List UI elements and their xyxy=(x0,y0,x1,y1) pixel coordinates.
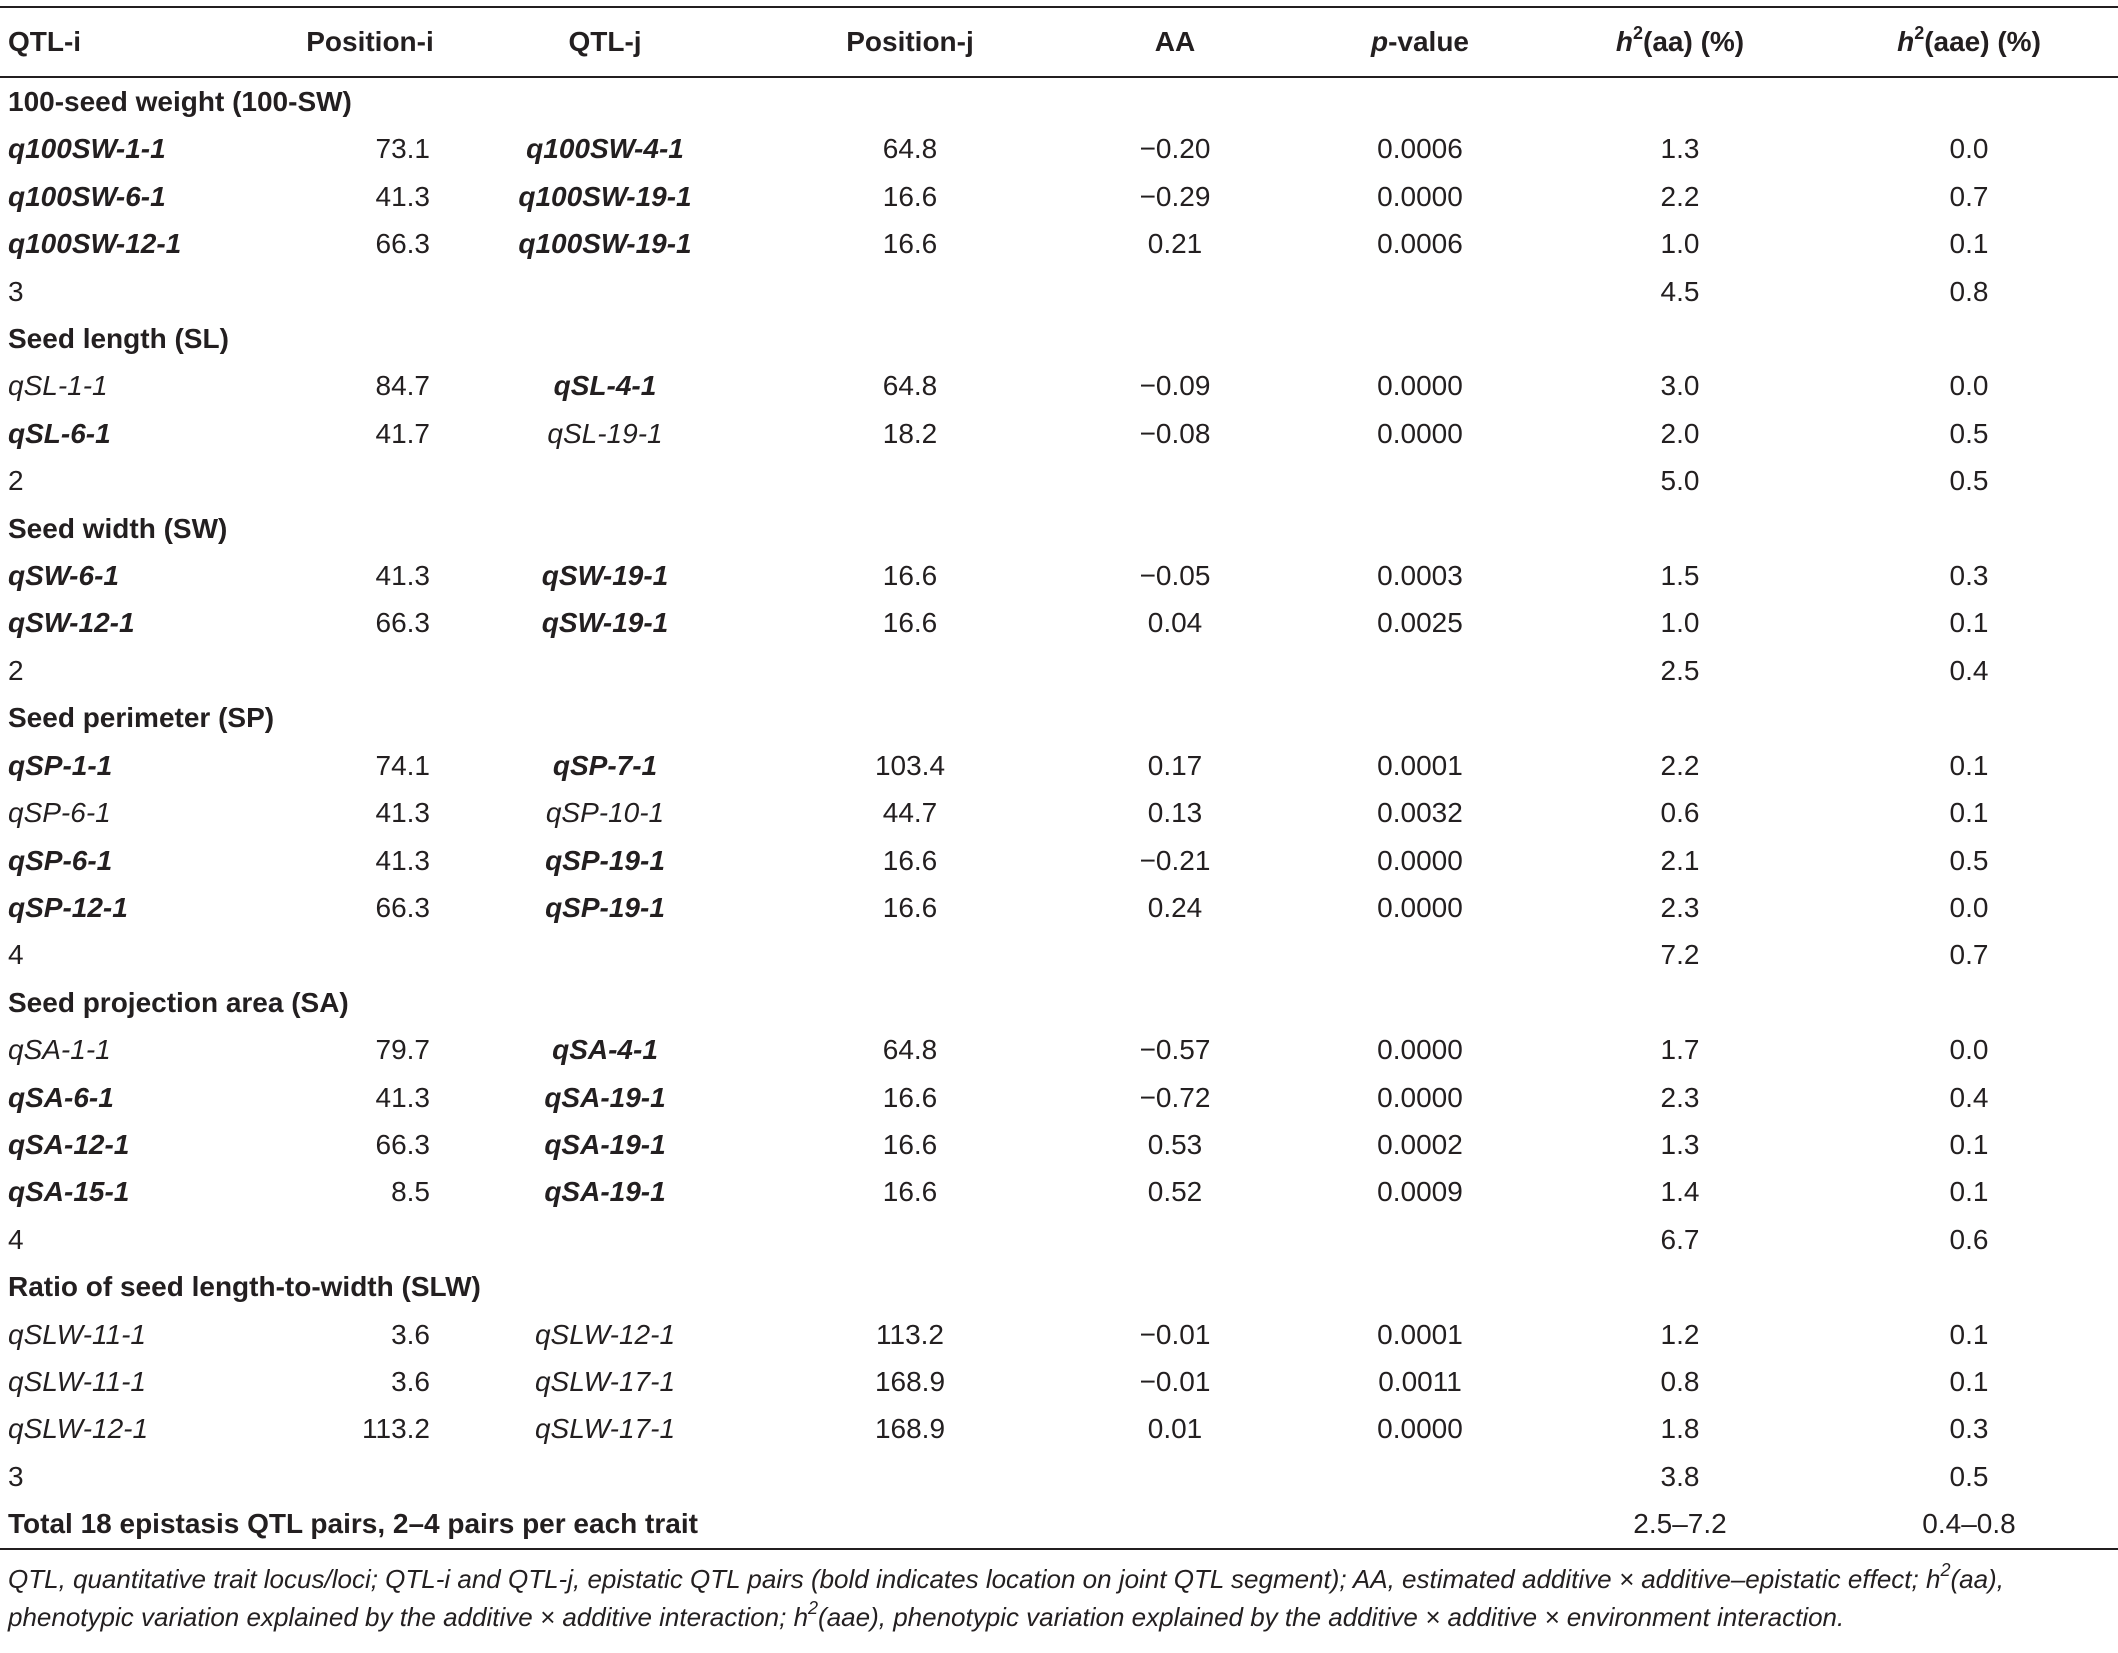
h2aae-cell: 0.1 xyxy=(1949,1128,1989,1160)
position-i-cell: 66.3 xyxy=(375,228,430,260)
aa-cell: −0.57 xyxy=(1139,1034,1211,1066)
empty-cell xyxy=(1300,647,1540,694)
position-i-cell: 41.7 xyxy=(375,417,430,449)
qtl-j-cell: qSA-19-1 xyxy=(544,1128,666,1160)
empty-cell xyxy=(1300,931,1540,978)
header-qtl-i: QTL-i xyxy=(0,7,300,77)
summary-h2aa-cell: 3.8 xyxy=(1660,1460,1700,1492)
empty-cell xyxy=(1300,268,1540,315)
h2aae-cell: 0.1 xyxy=(1949,1365,1989,1397)
p-value-cell: 0.0000 xyxy=(1377,1034,1463,1066)
qtl-i-cell: qSW-12-1 xyxy=(8,607,135,639)
summary-row xyxy=(0,931,2118,978)
summary-h2aae-cell: 0.4 xyxy=(1949,654,1989,686)
header-h2aa-sup: 2 xyxy=(1632,22,1643,43)
qtl-j-cell: qSP-10-1 xyxy=(545,797,665,829)
aa-cell: −0.29 xyxy=(1139,180,1211,212)
position-j-cell: 103.4 xyxy=(874,749,946,781)
qtl-j-cell: qSA-19-1 xyxy=(544,1081,666,1113)
position-i-cell: 66.3 xyxy=(375,891,430,923)
table-row xyxy=(0,1026,2118,1073)
h2aae-cell: 0.1 xyxy=(1949,1318,1989,1350)
p-value-cell: 0.0000 xyxy=(1377,844,1463,876)
empty-cell xyxy=(1300,1453,1540,1500)
summary-h2aa-cell: 6.7 xyxy=(1660,1223,1700,1255)
pair-count-cell: 3 xyxy=(8,1460,24,1492)
h2aa-cell: 1.3 xyxy=(1660,133,1700,165)
trait-group-title: Ratio of seed length-to-width (SLW) xyxy=(8,1271,481,1303)
qtl-i-cell: qSA-6-1 xyxy=(8,1081,114,1113)
h2aa-cell: 1.5 xyxy=(1660,560,1700,592)
total-label: Total 18 epistasis QTL pairs, 2–4 pairs per each trait xyxy=(0,1500,1540,1548)
qtl-i-cell: qSP-6-1 xyxy=(8,797,111,829)
aa-cell: 0.53 xyxy=(1147,1128,1203,1160)
position-j-cell: 44.7 xyxy=(882,797,938,829)
qtl-j-cell: qSW-19-1 xyxy=(541,607,669,639)
h2aa-cell: 2.2 xyxy=(1660,749,1700,781)
h2aa-cell: 0.6 xyxy=(1660,797,1700,829)
header-position-j: Position-j xyxy=(770,7,1050,77)
summary-row xyxy=(0,457,2118,504)
position-j-cell: 64.8 xyxy=(882,370,938,402)
h2aa-cell: 1.3 xyxy=(1660,1128,1700,1160)
p-value-cell: 0.0006 xyxy=(1377,133,1463,165)
position-i-cell: 41.3 xyxy=(375,180,430,212)
p-value-cell: 0.0000 xyxy=(1377,1081,1463,1113)
empty-cell xyxy=(300,1453,440,1500)
aa-cell: 0.17 xyxy=(1147,749,1203,781)
table-row xyxy=(0,1074,2118,1121)
table-row xyxy=(0,125,2118,172)
empty-cell xyxy=(300,268,440,315)
empty-cell xyxy=(770,1453,1050,1500)
empty-cell xyxy=(300,647,440,694)
qtl-i-cell: qSP-1-1 xyxy=(8,749,113,781)
h2aa-cell: 2.0 xyxy=(1660,417,1700,449)
position-j-cell: 113.2 xyxy=(876,1318,944,1350)
qtl-i-cell: qSLW-12-1 xyxy=(8,1413,149,1445)
empty-cell xyxy=(770,268,1050,315)
epistasis-qtl-table xyxy=(0,6,2118,1550)
empty-cell xyxy=(770,457,1050,504)
footnote-sup2: 2 xyxy=(808,1597,819,1618)
header-p-italic: p xyxy=(1370,26,1389,57)
table-row xyxy=(0,1311,2118,1358)
empty-cell xyxy=(1050,1216,1300,1263)
h2aae-cell: 0.5 xyxy=(1949,417,1989,449)
table-body xyxy=(0,77,2118,1549)
h2aa-cell: 2.2 xyxy=(1660,180,1700,212)
table-row xyxy=(0,1168,2118,1215)
p-value-cell: 0.0032 xyxy=(1377,797,1463,829)
aa-cell: 0.21 xyxy=(1147,228,1203,260)
qtl-j-cell: qSA-4-1 xyxy=(552,1034,658,1066)
h2aae-cell: 0.1 xyxy=(1949,607,1989,639)
h2aae-cell: 0.0 xyxy=(1949,370,1989,402)
aa-cell: −0.20 xyxy=(1139,133,1211,165)
qtl-j-cell: q100SW-19-1 xyxy=(518,180,692,212)
pair-count-cell: 2 xyxy=(8,465,24,497)
empty-cell xyxy=(1300,1216,1540,1263)
h2aa-cell: 1.0 xyxy=(1660,228,1700,260)
h2aa-cell: 2.1 xyxy=(1660,844,1700,876)
summary-h2aa-cell: 2.5 xyxy=(1660,654,1700,686)
summary-row xyxy=(0,1216,2118,1263)
footnote-h2: h xyxy=(793,1601,809,1632)
position-i-cell: 41.3 xyxy=(375,797,430,829)
empty-cell xyxy=(440,1453,770,1500)
table-row xyxy=(0,552,2118,599)
position-j-cell: 16.6 xyxy=(882,1128,938,1160)
total-h2aa-cell: 2.5–7.2 xyxy=(1540,1500,1820,1548)
pair-count-cell: 2 xyxy=(8,654,24,686)
h2aa-cell: 0.8 xyxy=(1660,1365,1700,1397)
table-row xyxy=(0,884,2118,931)
table-row xyxy=(0,1121,2118,1168)
p-value-cell: 0.0003 xyxy=(1377,560,1463,592)
total-h2aae-cell: 0.4–0.8 xyxy=(1820,1500,2118,1548)
group-title-row xyxy=(0,505,2118,552)
footnote-part3: (aae), phenotypic variation explained by the additive × additive × environment interaction. xyxy=(818,1601,1845,1632)
qtl-j-cell: qSP-19-1 xyxy=(545,891,665,923)
empty-cell xyxy=(1300,457,1540,504)
header-p-value xyxy=(1300,7,1540,77)
group-title-row xyxy=(0,1263,2118,1310)
position-j-cell: 16.6 xyxy=(882,844,938,876)
aa-cell: 0.01 xyxy=(1147,1413,1203,1445)
table-row xyxy=(0,220,2118,267)
position-j-cell: 168.9 xyxy=(874,1365,946,1397)
position-j-cell: 18.2 xyxy=(882,417,938,449)
empty-cell xyxy=(440,457,770,504)
footnote-h1: h xyxy=(1925,1563,1941,1594)
position-j-cell: 16.6 xyxy=(882,1176,938,1208)
header-h2aa xyxy=(1540,7,1820,77)
p-value-cell: 0.0009 xyxy=(1377,1176,1463,1208)
qtl-i-cell: q100SW-12-1 xyxy=(8,228,182,260)
position-i-cell: 113.2 xyxy=(362,1413,430,1445)
qtl-i-cell: qSP-12-1 xyxy=(8,891,128,923)
summary-h2aae-cell: 0.7 xyxy=(1949,939,1989,971)
qtl-j-cell: qSL-19-1 xyxy=(547,417,663,449)
summary-h2aae-cell: 0.8 xyxy=(1949,275,1989,307)
empty-cell xyxy=(1050,268,1300,315)
pair-count-cell: 4 xyxy=(8,1223,24,1255)
footnote-sup1: 2 xyxy=(1940,1559,1951,1580)
summary-row xyxy=(0,1453,2118,1500)
table-row xyxy=(0,173,2118,220)
h2aa-cell: 2.3 xyxy=(1660,1081,1700,1113)
table-row xyxy=(0,410,2118,457)
h2aa-cell: 1.2 xyxy=(1660,1318,1700,1350)
qtl-i-cell: qSW-6-1 xyxy=(8,560,119,592)
qtl-j-cell: qSP-19-1 xyxy=(545,844,665,876)
p-value-cell: 0.0000 xyxy=(1377,1413,1463,1445)
header-row xyxy=(0,7,2118,77)
total-row xyxy=(0,1500,2118,1548)
aa-cell: −0.01 xyxy=(1139,1365,1211,1397)
table-row xyxy=(0,599,2118,646)
header-p-rest: -value xyxy=(1388,26,1470,57)
group-title-row xyxy=(0,77,2118,125)
p-value-cell: 0.0000 xyxy=(1377,417,1463,449)
table-row xyxy=(0,837,2118,884)
h2aae-cell: 0.5 xyxy=(1949,844,1989,876)
qtl-j-cell: qSP-7-1 xyxy=(552,749,658,781)
pair-count-cell: 3 xyxy=(8,275,24,307)
position-i-cell: 73.1 xyxy=(375,133,430,165)
empty-cell xyxy=(300,457,440,504)
position-i-cell: 41.3 xyxy=(375,1081,430,1113)
group-title-row xyxy=(0,315,2118,362)
h2aae-cell: 0.0 xyxy=(1949,133,1989,165)
summary-h2aae-cell: 0.6 xyxy=(1949,1223,1989,1255)
empty-cell xyxy=(1050,457,1300,504)
position-j-cell: 16.6 xyxy=(882,228,938,260)
summary-h2aae-cell: 0.5 xyxy=(1949,1460,1989,1492)
qtl-j-cell: qSLW-12-1 xyxy=(534,1318,676,1350)
h2aa-cell: 1.4 xyxy=(1660,1176,1700,1208)
h2aae-cell: 0.3 xyxy=(1949,1413,1989,1445)
aa-cell: 0.24 xyxy=(1147,891,1203,923)
summary-h2aa-cell: 4.5 xyxy=(1660,275,1700,307)
table-footnote xyxy=(0,1550,2116,1636)
p-value-cell: 0.0001 xyxy=(1377,1318,1463,1350)
h2aa-cell: 3.0 xyxy=(1660,370,1700,402)
header-qtl-j: QTL-j xyxy=(440,7,770,77)
position-j-cell: 64.8 xyxy=(882,1034,938,1066)
position-i-cell: 66.3 xyxy=(375,607,430,639)
qtl-j-cell: qSL-4-1 xyxy=(553,370,657,402)
summary-row xyxy=(0,268,2118,315)
group-title-row xyxy=(0,979,2118,1026)
position-i-cell: 41.3 xyxy=(375,560,430,592)
position-i-cell: 41.3 xyxy=(375,844,430,876)
footnote-part2: (aa), phenotypic variation explained by the additive × additive interaction; xyxy=(8,1563,2004,1632)
empty-cell xyxy=(440,647,770,694)
header-h2aae xyxy=(1820,7,2118,77)
p-value-cell: 0.0000 xyxy=(1377,370,1463,402)
table-row xyxy=(0,362,2118,409)
qtl-i-cell: qSP-6-1 xyxy=(8,844,113,876)
position-i-cell: 84.7 xyxy=(375,370,430,402)
position-i-cell: 66.3 xyxy=(375,1128,430,1160)
qtl-j-cell: qSLW-17-1 xyxy=(534,1365,676,1397)
empty-cell xyxy=(770,1216,1050,1263)
table-row xyxy=(0,1358,2118,1405)
h2aae-cell: 0.1 xyxy=(1949,228,1989,260)
p-value-cell: 0.0002 xyxy=(1377,1128,1463,1160)
qtl-j-cell: q100SW-4-1 xyxy=(526,133,684,165)
position-j-cell: 16.6 xyxy=(882,607,938,639)
h2aae-cell: 0.1 xyxy=(1949,749,1989,781)
p-value-cell: 0.0025 xyxy=(1377,607,1463,639)
h2aae-cell: 0.4 xyxy=(1949,1081,1989,1113)
position-j-cell: 168.9 xyxy=(874,1413,946,1445)
empty-cell xyxy=(300,1216,440,1263)
empty-cell xyxy=(440,268,770,315)
aa-cell: −0.72 xyxy=(1139,1081,1211,1113)
qtl-i-cell: qSLW-11-1 xyxy=(8,1365,146,1397)
header-position-i: Position-i xyxy=(300,7,440,77)
aa-cell: −0.05 xyxy=(1139,560,1211,592)
header-h2aa-h: h xyxy=(1615,26,1633,57)
footnote-part1: QTL, quantitative trait locus/loci; QTL-i and QTL-j, epistatic QTL pairs (bold indicates location on joint QTL segment); AA, estimated additive × additive–epistatic effect; xyxy=(8,1563,1919,1594)
position-j-cell: 16.6 xyxy=(882,560,938,592)
position-i-cell: 3.6 xyxy=(391,1318,430,1350)
pair-count-cell: 4 xyxy=(8,939,24,971)
h2aae-cell: 0.0 xyxy=(1949,1034,1989,1066)
p-value-cell: 0.0011 xyxy=(1378,1365,1462,1397)
header-h2aae-h: h xyxy=(1897,26,1915,57)
summary-row xyxy=(0,647,2118,694)
aa-cell: −0.01 xyxy=(1139,1318,1211,1350)
position-j-cell: 16.6 xyxy=(882,1081,938,1113)
header-h2aa-rest: (aa) (%) xyxy=(1643,26,1745,57)
p-value-cell: 0.0001 xyxy=(1377,749,1463,781)
trait-group-title: 100-seed weight (100-SW) xyxy=(8,86,352,117)
aa-cell: −0.21 xyxy=(1139,844,1211,876)
header-h2aae-sup: 2 xyxy=(1914,22,1925,43)
h2aae-cell: 0.1 xyxy=(1949,797,1989,829)
qtl-i-cell: qSLW-11-1 xyxy=(8,1318,146,1350)
qtl-i-cell: q100SW-6-1 xyxy=(8,180,166,212)
qtl-i-cell: qSL-1-1 xyxy=(8,370,108,402)
header-h2aae-rest: (aae) (%) xyxy=(1924,26,2041,57)
header-aa: AA xyxy=(1050,7,1300,77)
empty-cell xyxy=(1050,931,1300,978)
position-i-cell: 8.5 xyxy=(391,1176,430,1208)
aa-cell: 0.13 xyxy=(1147,797,1203,829)
qtl-i-cell: qSA-15-1 xyxy=(8,1176,130,1208)
table-header xyxy=(0,7,2118,77)
summary-h2aae-cell: 0.5 xyxy=(1949,465,1989,497)
qtl-j-cell: qSLW-17-1 xyxy=(534,1413,676,1445)
position-j-cell: 16.6 xyxy=(882,891,938,923)
h2aae-cell: 0.1 xyxy=(1949,1176,1989,1208)
empty-cell xyxy=(1050,647,1300,694)
empty-cell xyxy=(440,931,770,978)
aa-cell: −0.08 xyxy=(1139,417,1211,449)
qtl-j-cell: qSW-19-1 xyxy=(541,560,669,592)
table-row xyxy=(0,1405,2118,1452)
position-i-cell: 3.6 xyxy=(391,1365,430,1397)
summary-h2aa-cell: 7.2 xyxy=(1660,939,1700,971)
table-row xyxy=(0,742,2118,789)
position-i-cell: 74.1 xyxy=(375,749,430,781)
position-j-cell: 64.8 xyxy=(882,133,938,165)
empty-cell xyxy=(770,931,1050,978)
qtl-j-cell: q100SW-19-1 xyxy=(518,228,692,260)
trait-group-title: Seed length (SL) xyxy=(8,323,229,355)
qtl-i-cell: qSA-1-1 xyxy=(8,1034,111,1066)
h2aae-cell: 0.0 xyxy=(1949,891,1989,923)
h2aa-cell: 1.8 xyxy=(1660,1413,1700,1445)
h2aae-cell: 0.7 xyxy=(1949,180,1989,212)
group-title-row xyxy=(0,694,2118,741)
h2aa-cell: 1.7 xyxy=(1660,1034,1700,1066)
table-row xyxy=(0,789,2118,836)
aa-cell: −0.09 xyxy=(1139,370,1211,402)
qtl-i-cell: q100SW-1-1 xyxy=(8,133,166,165)
aa-cell: 0.04 xyxy=(1147,607,1203,639)
qtl-i-cell: qSL-6-1 xyxy=(8,417,111,449)
p-value-cell: 0.0006 xyxy=(1377,228,1463,260)
p-value-cell: 0.0000 xyxy=(1377,180,1463,212)
h2aae-cell: 0.3 xyxy=(1949,560,1989,592)
empty-cell xyxy=(300,931,440,978)
trait-group-title: Seed projection area (SA) xyxy=(8,986,349,1018)
h2aa-cell: 1.0 xyxy=(1660,607,1700,639)
trait-group-title: Seed width (SW) xyxy=(8,512,228,544)
p-value-cell: 0.0000 xyxy=(1377,891,1463,923)
aa-cell: 0.52 xyxy=(1147,1176,1203,1208)
empty-cell xyxy=(440,1216,770,1263)
qtl-i-cell: qSA-12-1 xyxy=(8,1128,130,1160)
trait-group-title: Seed perimeter (SP) xyxy=(8,702,275,734)
h2aa-cell: 2.3 xyxy=(1660,891,1700,923)
empty-cell xyxy=(770,647,1050,694)
empty-cell xyxy=(1050,1453,1300,1500)
position-j-cell: 16.6 xyxy=(882,180,938,212)
summary-h2aa-cell: 5.0 xyxy=(1660,465,1700,497)
position-i-cell: 79.7 xyxy=(375,1034,430,1066)
qtl-j-cell: qSA-19-1 xyxy=(544,1176,666,1208)
